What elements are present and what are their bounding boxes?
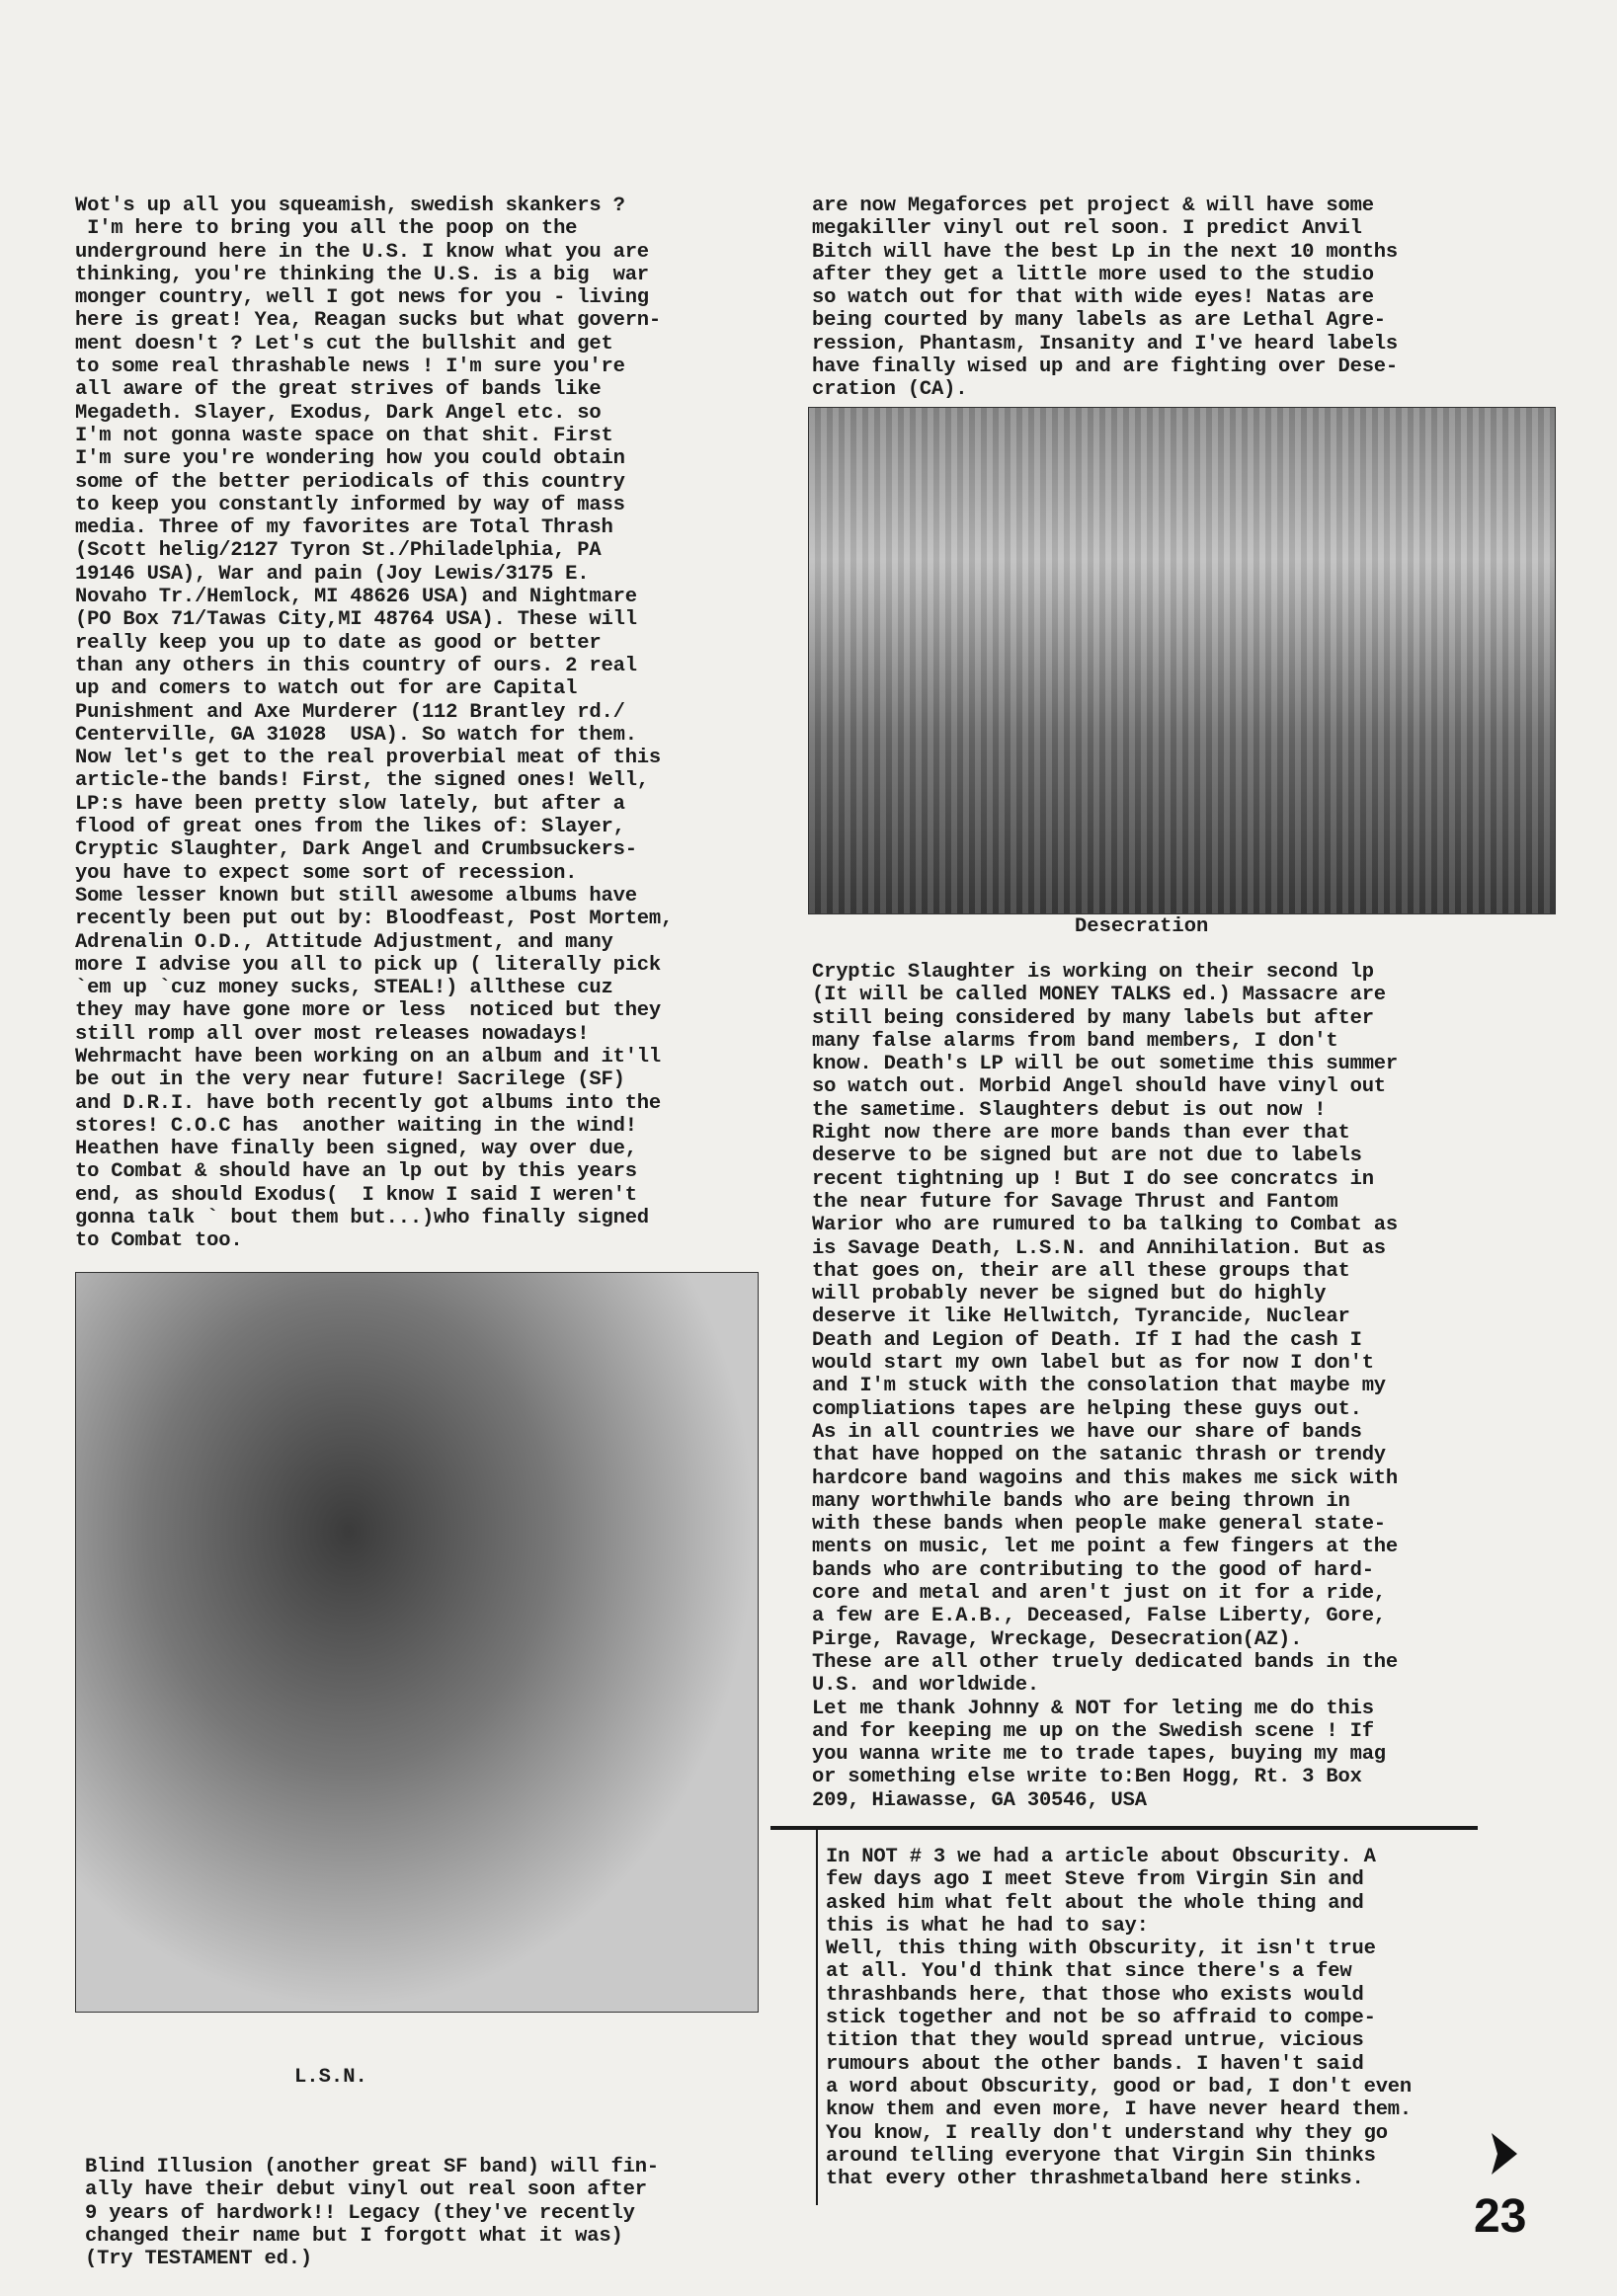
text-line: (It will be called MONEY TALKS ed.) Massacre are [812,984,1386,1007]
text-line: monger country, well I got news for you - living [75,286,649,310]
text-line: stores! C.O.C has another waiting in the wind! [75,1114,637,1138]
text-line: Well, this thing with Obscurity, it isn't true [826,1938,1376,1961]
text-line: that have hopped on the satanic thrash or trendy [812,1444,1386,1467]
text-line: Let me thank Johnny & NOT for leting me do this [812,1697,1374,1720]
text-line: Wot's up all you squeamish, swedish skankers ? [75,195,625,217]
text-line: (Scott helig/2127 Tyron St./Philadelphia, PA [75,539,602,563]
text-line: ression, Phantasm, Insanity and I've heard labels [812,332,1398,356]
text-line: You know, I really don't understand why they go [826,2121,1388,2145]
text-line: flood of great ones from the likes of: Slayer, [75,816,625,839]
text-line: ment doesn't ? Let's cut the bullshit and get [75,332,613,356]
text-line: that goes on, their are all these groups that [812,1259,1350,1283]
text-line: will probably never be signed but do highly [812,1283,1327,1306]
text-line: the sametime. Slaughters debut is out now ! [812,1098,1327,1122]
text-line: many worthwhile bands who are being thrown in [812,1489,1350,1513]
next-page-arrow-icon [1490,2131,1519,2177]
text-line: I'm sure you're wondering how you could obtain [75,447,625,471]
text-line: ments on music, let me point a few fingers at the [812,1536,1398,1559]
text-line: In NOT # 3 we had a article about Obscurity. A [826,1846,1376,1868]
text-line: know. Death's LP will be out sometime this summer [812,1053,1398,1076]
text-line: Some lesser known but still awesome albums have [75,884,637,908]
text-line: so watch out. Morbid Angel should have vinyl out [812,1075,1386,1099]
text-line: to some real thrashable news ! I'm sure you're [75,356,625,379]
text-line: cration (CA). [812,378,968,402]
text-line: all aware of the great strives of bands like [75,378,602,402]
text-line: here is great! Yea, Reagan sucks but what govern- [75,309,661,333]
text-line: I'm not gonna waste space on that shit. First [75,424,613,447]
text-line: and D.R.I. have both recently got albums into the [75,1091,661,1115]
text-line: Blind Illusion (another great SF band) will fin- [85,2156,659,2178]
text-line: bands who are contributing to the good of hard- [812,1558,1374,1582]
text-line: These are all other truely dedicated bands in the [812,1650,1398,1674]
text-line: than any others in this country of ours. 2 real [75,654,637,677]
text-line: really keep you up to date as good or better [75,631,602,655]
text-line: is Savage Death, L.S.N. and Annihilation. But as [812,1236,1386,1260]
text-line: recent tightning up ! But I do see concratcs in [812,1167,1374,1191]
desecration-photo-caption: Desecration [1075,915,1209,938]
text-line: and I'm stuck with the consolation that maybe my [812,1375,1386,1398]
text-line: gonna talk ` bout them but...)who finally signed [75,1207,649,1230]
text-line: Heathen have finally been signed, way over due, [75,1138,637,1161]
text-line: As in all countries we have our share of bands [812,1420,1362,1444]
text-line: that every other thrashmetalband here stinks. [826,2168,1364,2191]
text-line: article-the bands! First, the signed ones! Well, [75,769,649,793]
text-line: still romp all over most releases nowadays! [75,1022,590,1046]
text-line: tition that they would spread untrue, vicious [826,2029,1364,2053]
right-column-top-text [812,195,1398,402]
text-line: Megadeth. Slayer, Exodus, Dark Angel etc. so [75,401,602,425]
text-line: `em up `cuz money sucks, STEAL!) allthese cuz [75,977,613,1000]
text-line: Cryptic Slaughter, Dark Angel and Crumbsuckers- [75,838,637,862]
text-line: stick together and not be so affraid to compe- [826,2007,1376,2030]
text-line: hardcore band wagoins and this makes me sick with [812,1466,1398,1490]
text-line: with these bands when people make general state- [812,1513,1386,1537]
text-line: a few are E.A.B., Deceased, False Liberty, Gore, [812,1605,1386,1628]
text-line: deserve it like Hellwitch, Tyrancide, Nuclear [812,1306,1350,1329]
text-line: underground here in the U.S. I know what you are [75,240,649,264]
desecration-band-photo [808,407,1556,914]
lsn-photo-caption: L.S.N. [294,2066,367,2089]
section-divider-rule [770,1826,1478,1830]
text-line: so watch out for that with wide eyes! Natas are [812,286,1374,310]
text-line: know them and even more, I have never heard them. [826,2098,1412,2122]
text-line: I'm here to bring you all the poop on the [75,217,578,241]
text-line: 209, Hiawasse, GA 30546, USA [812,1788,1147,1812]
text-line: still being considered by many labels but after [812,1006,1374,1030]
text-line: (PO Box 71/Tawas City,MI 48764 USA). These will [75,608,637,632]
page-number: 23 [1474,2190,1527,2243]
text-line: thinking, you're thinking the U.S. is a big war [75,263,649,286]
text-line: media. Three of my favorites are Total Thrash [75,516,613,540]
text-line: core and metal and aren't just on it for a ride, [812,1582,1386,1606]
text-line: Warior who are rumured to ba talking to Combat as [812,1214,1398,1237]
text-line: (Try TESTAMENT ed.) [85,2248,312,2271]
text-line: to Combat too. [75,1229,243,1253]
text-line: U.S. and worldwide. [812,1674,1039,1698]
text-line: megakiller vinyl out rel soon. I predict Anvil [812,217,1362,241]
text-line: have finally wised up and are fighting over Dese- [812,356,1398,379]
text-line: Centerville, GA 31028 USA). So watch for them. [75,723,637,747]
text-line: changed their name but I forgott what it was) [85,2224,623,2248]
text-line: asked him what felt about the whole thing and [826,1891,1364,1915]
text-line: Adrenalin O.D., Attitude Adjustment, and many [75,930,613,954]
text-line: Cryptic Slaughter is working on their second lp [812,961,1374,984]
text-line: thrashbands here, that those who exists would [826,1983,1364,2007]
text-line: rumours about the other bands. I haven't said [826,2052,1364,2076]
obscurity-note-text [826,1846,1412,2190]
text-line: a word about Obscurity, good or bad, I don't even [826,2075,1412,2098]
text-line: 19146 USA), War and pain (Joy Lewis/3175 E. [75,562,590,586]
text-line: they may have gone more or less noticed but they [75,999,661,1023]
text-line: Death and Legion of Death. If I had the cash I [812,1328,1362,1352]
text-line: and for keeping me up on the Swedish scene ! If [812,1719,1374,1743]
lsn-band-photo [75,1272,759,2013]
text-line: be out in the very near future! Sacrilege (SF) [75,1069,625,1092]
text-line: Wehrmacht have been working on an album and it'll [75,1045,661,1069]
text-line: to keep you constantly informed by way of mass [75,493,625,516]
text-line: are now Megaforces pet project & will have some [812,195,1374,217]
text-line: around telling everyone that Virgin Sin thinks [826,2144,1376,2168]
text-line: you wanna write me to trade tapes, buying my mag [812,1743,1386,1767]
text-line: deserve to be signed but are not due to labels [812,1145,1362,1168]
text-line: 9 years of hardwork!! Legacy (they've recently [85,2201,635,2225]
text-line: Bitch will have the best Lp in the next 10 months [812,240,1398,264]
box-left-rule [816,1830,818,2205]
text-line: after they get a little more used to the studio [812,263,1374,286]
left-column-article-text [75,195,673,1253]
text-line: or something else write to:Ben Hogg, Rt. 3 Box [812,1766,1362,1789]
text-line: this is what he had to say: [826,1914,1149,1938]
text-line: ally have their debut vinyl out real soon after [85,2178,647,2202]
right-column-article-text [812,961,1398,1812]
text-line: many false alarms from band members, I don't [812,1029,1338,1053]
text-line: more I advise you all to pick up ( literally pick [75,953,661,977]
text-line: up and comers to watch out for are Capital [75,677,578,701]
text-line: Pirge, Ravage, Wreckage, Desecration(AZ). [812,1627,1303,1651]
text-line: Novaho Tr./Hemlock, MI 48626 USA) and Nightmare [75,586,637,609]
text-line: would start my own label but as for now I don't [812,1352,1374,1376]
text-line: at all. You'd think that since there's a few [826,1960,1352,1984]
text-line: Now let's get to the real proverbial meat of this [75,747,661,770]
text-line: to Combat & should have an lp out by this years [75,1160,637,1184]
text-line: you have to expect some sort of recession. [75,861,578,885]
text-line: some of the better periodicals of this country [75,470,625,494]
text-line: the near future for Savage Thrust and Fantom [812,1190,1338,1214]
text-line: being courted by many labels as are Lethal Agre- [812,309,1386,333]
text-line: compliations tapes are helping these guys out. [812,1397,1362,1421]
text-line: Right now there are more bands than ever that [812,1122,1350,1146]
text-line: end, as should Exodus( I know I said I weren't [75,1183,637,1207]
text-line: few days ago I meet Steve from Virgin Sin and [826,1868,1364,1892]
text-line: Punishment and Axe Murderer (112 Brantley rd./ [75,700,625,724]
text-line: LP:s have been pretty slow lately, but after a [75,792,625,816]
left-column-bottom-text [85,2156,659,2270]
text-line: recently been put out by: Bloodfeast, Post Mortem, [75,908,674,931]
